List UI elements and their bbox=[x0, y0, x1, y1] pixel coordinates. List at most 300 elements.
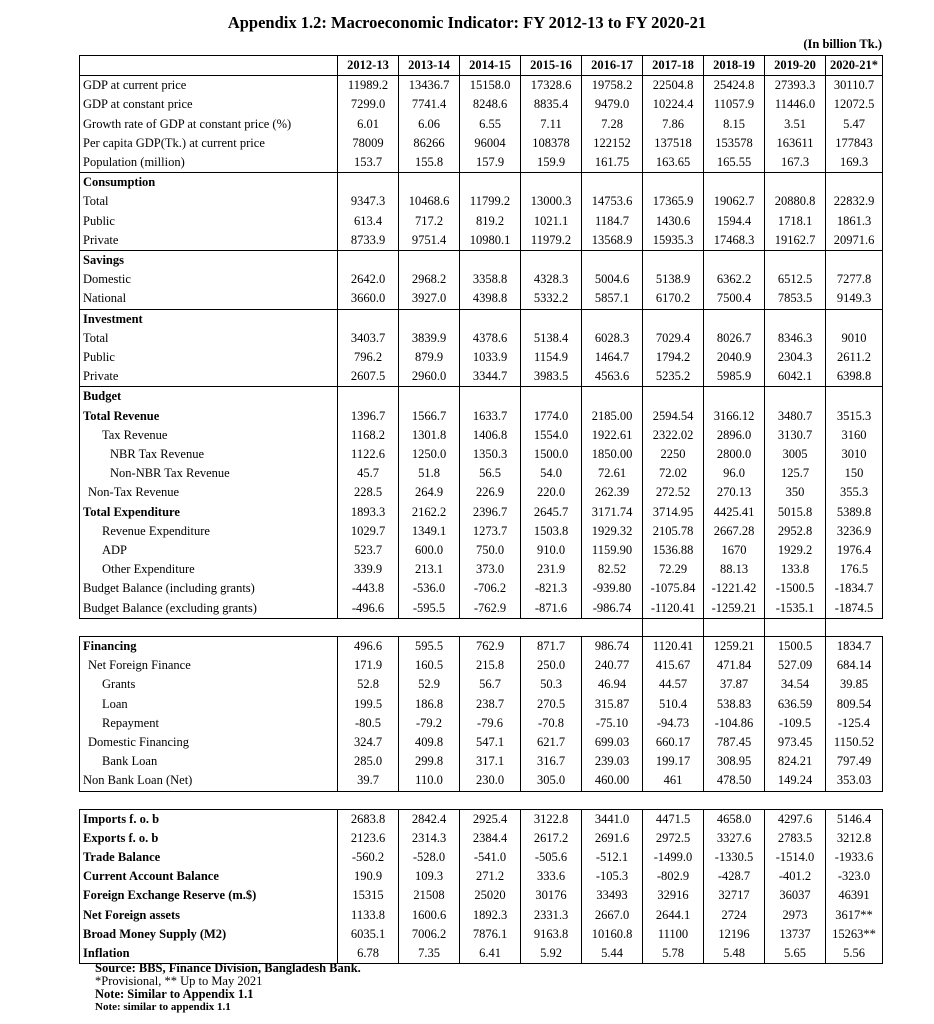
value-cell: 52.8 bbox=[338, 675, 399, 694]
value-cell: -528.0 bbox=[399, 848, 460, 867]
value-cell: 270.5 bbox=[521, 695, 582, 714]
value-cell: 39.7 bbox=[338, 771, 399, 791]
value-cell: 1500.0 bbox=[521, 445, 582, 464]
value-cell: 595.5 bbox=[399, 636, 460, 656]
value-cell: 1892.3 bbox=[460, 906, 521, 925]
value-cell: 10468.6 bbox=[399, 192, 460, 211]
value-cell: 36037 bbox=[765, 886, 826, 905]
value-cell: 1500.5 bbox=[765, 636, 826, 656]
value-cell: 39.85 bbox=[826, 675, 883, 694]
value-cell: 3927.0 bbox=[399, 289, 460, 309]
value-cell: 871.7 bbox=[521, 636, 582, 656]
value-cell: 8026.7 bbox=[704, 329, 765, 348]
table-row bbox=[80, 675, 883, 694]
value-cell: 333.6 bbox=[521, 867, 582, 886]
value-cell: 471.84 bbox=[704, 656, 765, 675]
row-label: Total Revenue bbox=[80, 407, 338, 426]
value-cell: 8346.3 bbox=[765, 329, 826, 348]
value-cell: 478.50 bbox=[704, 771, 765, 791]
value-cell: -80.5 bbox=[338, 714, 399, 733]
value-cell: 9149.3 bbox=[826, 289, 883, 309]
value-cell: 32717 bbox=[704, 886, 765, 905]
value-cell: 238.7 bbox=[460, 695, 521, 714]
value-cell: 5.78 bbox=[643, 944, 704, 964]
value-cell: 1430.6 bbox=[643, 212, 704, 231]
table-row bbox=[80, 695, 883, 714]
value-cell: -1834.7 bbox=[826, 579, 883, 598]
value-cell: 19758.2 bbox=[582, 76, 643, 96]
value-cell: 82.52 bbox=[582, 560, 643, 579]
year-header: 2014-15 bbox=[460, 56, 521, 76]
value-cell: 2314.3 bbox=[399, 829, 460, 848]
value-cell: 137518 bbox=[643, 134, 704, 153]
value-cell: 56.5 bbox=[460, 464, 521, 483]
table-row bbox=[80, 426, 883, 445]
value-cell: -401.2 bbox=[765, 867, 826, 886]
row-label: Private bbox=[80, 231, 338, 251]
value-cell: 199.5 bbox=[338, 695, 399, 714]
row-label: Repayment bbox=[80, 714, 338, 733]
value-cell: 6042.1 bbox=[765, 367, 826, 387]
value-cell: 11100 bbox=[643, 925, 704, 944]
value-cell: 350 bbox=[765, 483, 826, 502]
value-cell: 3327.6 bbox=[704, 829, 765, 848]
row-label: Grants bbox=[80, 675, 338, 694]
value-cell: 5138.4 bbox=[521, 329, 582, 348]
value-cell: 3403.7 bbox=[338, 329, 399, 348]
value-cell: 4378.6 bbox=[460, 329, 521, 348]
value-cell: 684.14 bbox=[826, 656, 883, 675]
value-cell: 621.7 bbox=[521, 733, 582, 752]
value-cell: 6028.3 bbox=[582, 329, 643, 348]
value-cell: 2384.4 bbox=[460, 829, 521, 848]
value-cell: 2617.2 bbox=[521, 829, 582, 848]
value-cell: -512.1 bbox=[582, 848, 643, 867]
value-cell: 308.95 bbox=[704, 752, 765, 771]
table-row bbox=[80, 829, 883, 848]
value-cell: 12072.5 bbox=[826, 95, 883, 114]
value-cell: 2972.5 bbox=[643, 829, 704, 848]
row-label: Bank Loan bbox=[80, 752, 338, 771]
value-cell: 636.59 bbox=[765, 695, 826, 714]
value-cell: 2322.02 bbox=[643, 426, 704, 445]
value-cell: -428.7 bbox=[704, 867, 765, 886]
similar-note: Note: Similar to Appendix 1.1 bbox=[95, 987, 254, 1001]
value-cell: -104.86 bbox=[704, 714, 765, 733]
value-cell: 1168.2 bbox=[338, 426, 399, 445]
value-cell: 7741.4 bbox=[399, 95, 460, 114]
value-cell: 45.7 bbox=[338, 464, 399, 483]
value-cell: 6362.2 bbox=[704, 270, 765, 289]
value-cell: 157.9 bbox=[460, 153, 521, 173]
value-cell: 460.00 bbox=[582, 771, 643, 791]
value-cell: 4328.3 bbox=[521, 270, 582, 289]
value-cell: 7006.2 bbox=[399, 925, 460, 944]
value-cell: 4425.41 bbox=[704, 503, 765, 522]
row-label: National bbox=[80, 289, 338, 309]
table-row bbox=[80, 329, 883, 348]
section-heading: Savings bbox=[80, 251, 338, 271]
table-row bbox=[80, 886, 883, 905]
row-label: Trade Balance bbox=[80, 848, 338, 867]
value-cell: 272.52 bbox=[643, 483, 704, 502]
value-cell: 10980.1 bbox=[460, 231, 521, 251]
value-cell: 2691.6 bbox=[582, 829, 643, 848]
value-cell: 1250.0 bbox=[399, 445, 460, 464]
value-cell: 5138.9 bbox=[643, 270, 704, 289]
value-cell: 163611 bbox=[765, 134, 826, 153]
section-heading-row bbox=[80, 309, 883, 329]
section-heading: Investment bbox=[80, 309, 338, 329]
page-title: Appendix 1.2: Macroeconomic Indicator: FY 2012-13 to FY 2020-21 bbox=[227, 13, 707, 32]
value-cell: 973.45 bbox=[765, 733, 826, 752]
value-cell: 163.65 bbox=[643, 153, 704, 173]
value-cell: 110.0 bbox=[399, 771, 460, 791]
value-cell: -125.4 bbox=[826, 714, 883, 733]
value-cell: 46.94 bbox=[582, 675, 643, 694]
value-cell: 19062.7 bbox=[704, 192, 765, 211]
table-row bbox=[80, 579, 883, 598]
table-row bbox=[80, 192, 883, 211]
value-cell: 1021.1 bbox=[521, 212, 582, 231]
row-label: Current Account Balance bbox=[80, 867, 338, 886]
value-cell: 7029.4 bbox=[643, 329, 704, 348]
value-cell: 1350.3 bbox=[460, 445, 521, 464]
value-cell: 2842.4 bbox=[399, 809, 460, 829]
value-cell: 3441.0 bbox=[582, 809, 643, 829]
value-cell: 1929.32 bbox=[582, 522, 643, 541]
value-cell: -505.6 bbox=[521, 848, 582, 867]
value-cell: 3122.8 bbox=[521, 809, 582, 829]
value-cell: 9163.8 bbox=[521, 925, 582, 944]
value-cell: 415.67 bbox=[643, 656, 704, 675]
value-cell: 32916 bbox=[643, 886, 704, 905]
value-cell: 2724 bbox=[704, 906, 765, 925]
value-cell: 2162.2 bbox=[399, 503, 460, 522]
value-cell: 1774.0 bbox=[521, 407, 582, 426]
value-cell: 1033.9 bbox=[460, 348, 521, 367]
footnotes bbox=[95, 962, 361, 1014]
value-cell: 52.9 bbox=[399, 675, 460, 694]
row-label: Non-Tax Revenue bbox=[80, 483, 338, 502]
value-cell: 1893.3 bbox=[338, 503, 399, 522]
value-cell: 190.9 bbox=[338, 867, 399, 886]
table-row bbox=[80, 848, 883, 867]
value-cell: 1594.4 bbox=[704, 212, 765, 231]
value-cell: -1514.0 bbox=[765, 848, 826, 867]
row-label: Broad Money Supply (M2) bbox=[80, 925, 338, 944]
value-cell: 1464.7 bbox=[582, 348, 643, 367]
value-cell: 1929.2 bbox=[765, 541, 826, 560]
value-cell: 2667.28 bbox=[704, 522, 765, 541]
table-row bbox=[80, 289, 883, 309]
value-cell: 213.1 bbox=[399, 560, 460, 579]
value-cell: -79.2 bbox=[399, 714, 460, 733]
value-cell: 17468.3 bbox=[704, 231, 765, 251]
value-cell: 2644.1 bbox=[643, 906, 704, 925]
value-cell: 3983.5 bbox=[521, 367, 582, 387]
row-label: Loan bbox=[80, 695, 338, 714]
value-cell: 2185.00 bbox=[582, 407, 643, 426]
value-cell: 4297.6 bbox=[765, 809, 826, 829]
value-cell: 11799.2 bbox=[460, 192, 521, 211]
value-cell: 1133.8 bbox=[338, 906, 399, 925]
value-cell: 2040.9 bbox=[704, 348, 765, 367]
value-cell: 30176 bbox=[521, 886, 582, 905]
value-cell: 228.5 bbox=[338, 483, 399, 502]
row-label: Private bbox=[80, 367, 338, 387]
value-cell: -1075.84 bbox=[643, 579, 704, 598]
table-row bbox=[80, 212, 883, 231]
value-cell: 409.8 bbox=[399, 733, 460, 752]
section-heading-row bbox=[80, 251, 883, 271]
value-cell: -1259.21 bbox=[704, 599, 765, 619]
value-cell: 153.7 bbox=[338, 153, 399, 173]
value-cell: 3130.7 bbox=[765, 426, 826, 445]
value-cell: 2925.4 bbox=[460, 809, 521, 829]
value-cell: -496.6 bbox=[338, 599, 399, 619]
value-cell: 7.86 bbox=[643, 115, 704, 134]
value-cell: 2800.0 bbox=[704, 445, 765, 464]
value-cell: 86266 bbox=[399, 134, 460, 153]
row-label: Per capita GDP(Tk.) at current price bbox=[80, 134, 338, 153]
value-cell: 2304.3 bbox=[765, 348, 826, 367]
row-label: Population (million) bbox=[80, 153, 338, 173]
value-cell: 879.9 bbox=[399, 348, 460, 367]
value-cell: 5.44 bbox=[582, 944, 643, 964]
value-cell: 4563.6 bbox=[582, 367, 643, 387]
value-cell: 176.5 bbox=[826, 560, 883, 579]
value-cell: 2973 bbox=[765, 906, 826, 925]
value-cell: 11979.2 bbox=[521, 231, 582, 251]
value-cell: -1330.5 bbox=[704, 848, 765, 867]
value-cell: -986.74 bbox=[582, 599, 643, 619]
value-cell: 149.24 bbox=[765, 771, 826, 791]
value-cell: 19162.7 bbox=[765, 231, 826, 251]
value-cell: 15315 bbox=[338, 886, 399, 905]
value-cell: 8733.9 bbox=[338, 231, 399, 251]
value-cell: 787.45 bbox=[704, 733, 765, 752]
value-cell: 44.57 bbox=[643, 675, 704, 694]
row-label: Revenue Expenditure bbox=[80, 522, 338, 541]
value-cell: 1120.41 bbox=[643, 636, 704, 656]
value-cell: 1794.2 bbox=[643, 348, 704, 367]
value-cell: 523.7 bbox=[338, 541, 399, 560]
value-cell: 46391 bbox=[826, 886, 883, 905]
value-cell: -323.0 bbox=[826, 867, 883, 886]
value-cell: 4471.5 bbox=[643, 809, 704, 829]
value-cell: 11989.2 bbox=[338, 76, 399, 96]
value-cell: 215.8 bbox=[460, 656, 521, 675]
value-cell: 613.4 bbox=[338, 212, 399, 231]
value-cell: 5.47 bbox=[826, 115, 883, 134]
value-cell: 7.11 bbox=[521, 115, 582, 134]
value-cell: -1500.5 bbox=[765, 579, 826, 598]
value-cell: 155.8 bbox=[399, 153, 460, 173]
value-cell: 299.8 bbox=[399, 752, 460, 771]
value-cell: 3617** bbox=[826, 906, 883, 925]
value-cell: 7.28 bbox=[582, 115, 643, 134]
value-cell: -939.80 bbox=[582, 579, 643, 598]
value-cell: 34.54 bbox=[765, 675, 826, 694]
value-cell: 2607.5 bbox=[338, 367, 399, 387]
value-cell: -75.10 bbox=[582, 714, 643, 733]
value-cell: 797.49 bbox=[826, 752, 883, 771]
value-cell: 1396.7 bbox=[338, 407, 399, 426]
table-row bbox=[80, 522, 883, 541]
value-cell: 2250 bbox=[643, 445, 704, 464]
value-cell: 1406.8 bbox=[460, 426, 521, 445]
value-cell: 177843 bbox=[826, 134, 883, 153]
value-cell: 5.92 bbox=[521, 944, 582, 964]
row-label: GDP at constant price bbox=[80, 95, 338, 114]
table-row bbox=[80, 134, 883, 153]
value-cell: 1633.7 bbox=[460, 407, 521, 426]
value-cell: 5.56 bbox=[826, 944, 883, 964]
value-cell: 270.13 bbox=[704, 483, 765, 502]
value-cell: 373.0 bbox=[460, 560, 521, 579]
table-row bbox=[80, 636, 883, 656]
value-cell: 1976.4 bbox=[826, 541, 883, 560]
value-cell: 264.9 bbox=[399, 483, 460, 502]
row-label: Imports f. o. b bbox=[80, 809, 338, 829]
year-header-row bbox=[80, 56, 883, 76]
value-cell: 3.51 bbox=[765, 115, 826, 134]
value-cell: 324.7 bbox=[338, 733, 399, 752]
value-cell: 1029.7 bbox=[338, 522, 399, 541]
value-cell: 13737 bbox=[765, 925, 826, 944]
value-cell: 305.0 bbox=[521, 771, 582, 791]
value-cell: 538.83 bbox=[704, 695, 765, 714]
value-cell: 239.03 bbox=[582, 752, 643, 771]
value-cell: 72.02 bbox=[643, 464, 704, 483]
value-cell: 1718.1 bbox=[765, 212, 826, 231]
table-row bbox=[80, 906, 883, 925]
value-cell: 3358.8 bbox=[460, 270, 521, 289]
value-cell: 819.2 bbox=[460, 212, 521, 231]
value-cell: 20971.6 bbox=[826, 231, 883, 251]
value-cell: 7277.8 bbox=[826, 270, 883, 289]
value-cell: 133.8 bbox=[765, 560, 826, 579]
value-cell: 1554.0 bbox=[521, 426, 582, 445]
value-cell: 13436.7 bbox=[399, 76, 460, 96]
value-cell: 230.0 bbox=[460, 771, 521, 791]
value-cell: 10224.4 bbox=[643, 95, 704, 114]
year-header: 2016-17 bbox=[582, 56, 643, 76]
value-cell: 159.9 bbox=[521, 153, 582, 173]
value-cell: 762.9 bbox=[460, 636, 521, 656]
value-cell: 3005 bbox=[765, 445, 826, 464]
value-cell: 171.9 bbox=[338, 656, 399, 675]
value-cell: 6398.8 bbox=[826, 367, 883, 387]
value-cell: -821.3 bbox=[521, 579, 582, 598]
row-label: Inflation bbox=[80, 944, 338, 964]
value-cell: 109.3 bbox=[399, 867, 460, 886]
value-cell: 88.13 bbox=[704, 560, 765, 579]
table-row bbox=[80, 714, 883, 733]
value-cell: 3480.7 bbox=[765, 407, 826, 426]
value-cell: 7876.1 bbox=[460, 925, 521, 944]
value-cell: 72.29 bbox=[643, 560, 704, 579]
value-cell: 660.17 bbox=[643, 733, 704, 752]
value-cell: 25020 bbox=[460, 886, 521, 905]
value-cell: 5985.9 bbox=[704, 367, 765, 387]
table-row bbox=[80, 867, 883, 886]
value-cell: 6512.5 bbox=[765, 270, 826, 289]
similar-note-small: Note: similar to appendix 1.1 bbox=[95, 1001, 231, 1013]
section-heading-row bbox=[80, 387, 883, 407]
value-cell: 2123.6 bbox=[338, 829, 399, 848]
value-cell: 6.06 bbox=[399, 115, 460, 134]
value-cell: 21508 bbox=[399, 886, 460, 905]
value-cell: 315.87 bbox=[582, 695, 643, 714]
value-cell: 9010 bbox=[826, 329, 883, 348]
row-label: NBR Tax Revenue bbox=[80, 445, 338, 464]
row-label: Non-NBR Tax Revenue bbox=[80, 464, 338, 483]
value-cell: 547.1 bbox=[460, 733, 521, 752]
value-cell: 2642.0 bbox=[338, 270, 399, 289]
value-cell: 5389.8 bbox=[826, 503, 883, 522]
value-cell: 5332.2 bbox=[521, 289, 582, 309]
value-cell: 165.55 bbox=[704, 153, 765, 173]
value-cell: 1861.3 bbox=[826, 212, 883, 231]
value-cell: 13568.9 bbox=[582, 231, 643, 251]
value-cell: 56.7 bbox=[460, 675, 521, 694]
value-cell: 3171.74 bbox=[582, 503, 643, 522]
value-cell: 250.0 bbox=[521, 656, 582, 675]
value-cell: 1301.8 bbox=[399, 426, 460, 445]
row-label: Budget Balance (including grants) bbox=[80, 579, 338, 598]
value-cell: 2396.7 bbox=[460, 503, 521, 522]
table-row bbox=[80, 153, 883, 173]
value-cell: -443.8 bbox=[338, 579, 399, 598]
value-cell: 8248.6 bbox=[460, 95, 521, 114]
value-cell: 809.54 bbox=[826, 695, 883, 714]
value-cell: 160.5 bbox=[399, 656, 460, 675]
value-cell: 317.1 bbox=[460, 752, 521, 771]
value-cell: 339.9 bbox=[338, 560, 399, 579]
provisional-note: *Provisional, ** Up to May 2021 bbox=[95, 974, 263, 988]
value-cell: 14753.6 bbox=[582, 192, 643, 211]
table-row bbox=[80, 76, 883, 96]
value-cell: 271.2 bbox=[460, 867, 521, 886]
table-row bbox=[80, 752, 883, 771]
value-cell: 122152 bbox=[582, 134, 643, 153]
value-cell: 3714.95 bbox=[643, 503, 704, 522]
value-cell: 231.9 bbox=[521, 560, 582, 579]
value-cell: -79.6 bbox=[460, 714, 521, 733]
value-cell: -1221.42 bbox=[704, 579, 765, 598]
value-cell: 153578 bbox=[704, 134, 765, 153]
row-label: Public bbox=[80, 348, 338, 367]
value-cell: 5004.6 bbox=[582, 270, 643, 289]
value-cell: 3236.9 bbox=[826, 522, 883, 541]
section-heading: Budget bbox=[80, 387, 338, 407]
value-cell: 316.7 bbox=[521, 752, 582, 771]
value-cell: 7853.5 bbox=[765, 289, 826, 309]
row-label: ADP bbox=[80, 541, 338, 560]
value-cell: 125.7 bbox=[765, 464, 826, 483]
row-label: Foreign Exchange Reserve (m.$) bbox=[80, 886, 338, 905]
value-cell: 108378 bbox=[521, 134, 582, 153]
value-cell: 6035.1 bbox=[338, 925, 399, 944]
row-label: Total bbox=[80, 329, 338, 348]
value-cell: -706.2 bbox=[460, 579, 521, 598]
table-row bbox=[80, 367, 883, 387]
value-cell: 1834.7 bbox=[826, 636, 883, 656]
value-cell: -595.5 bbox=[399, 599, 460, 619]
row-label: Net Foreign Finance bbox=[80, 656, 338, 675]
